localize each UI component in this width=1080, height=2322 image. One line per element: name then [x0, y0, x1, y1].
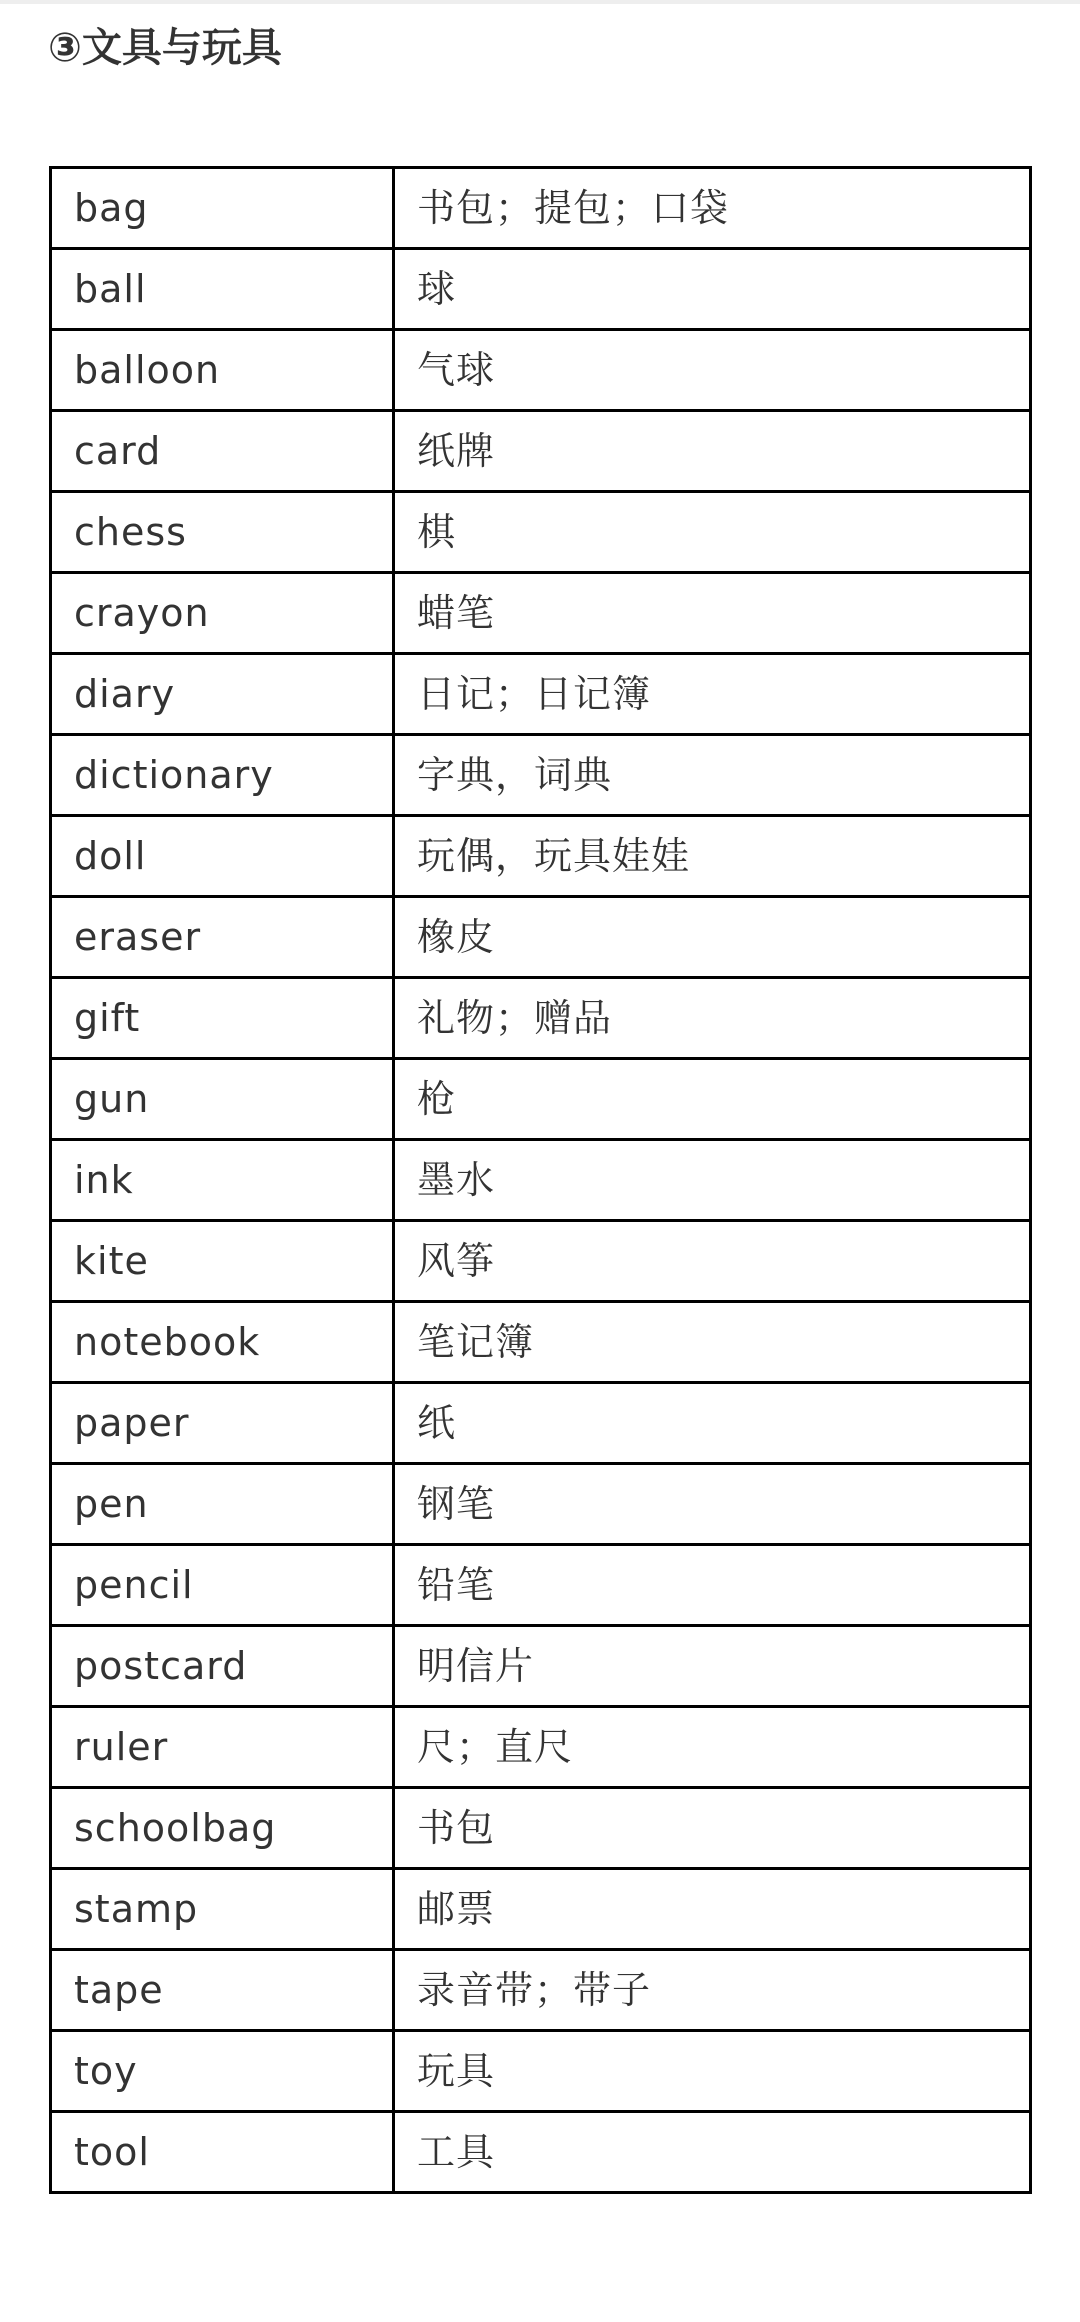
english-word: ball [51, 249, 394, 330]
english-word: ink [51, 1140, 394, 1221]
chinese-meaning: 铅笔 [394, 1545, 1031, 1626]
table-row [51, 330, 1031, 411]
english-word: tool [51, 2112, 394, 2193]
english-word: schoolbag [51, 1788, 394, 1869]
english-word: dictionary [51, 735, 394, 816]
table-row [51, 1626, 1031, 1707]
chinese-meaning: 字典，词典 [394, 735, 1031, 816]
english-word: pen [51, 1464, 394, 1545]
table-row [51, 1464, 1031, 1545]
english-word: doll [51, 816, 394, 897]
table-row [51, 1950, 1031, 2031]
table-row [51, 1383, 1031, 1464]
english-word: crayon [51, 573, 394, 654]
table-row [51, 249, 1031, 330]
chinese-meaning: 日记；日记簿 [394, 654, 1031, 735]
table-row [51, 816, 1031, 897]
chinese-meaning: 墨水 [394, 1140, 1031, 1221]
chinese-meaning: 球 [394, 249, 1031, 330]
top-divider [0, 0, 1080, 4]
chinese-meaning: 礼物；赠品 [394, 978, 1031, 1059]
chinese-meaning: 玩具 [394, 2031, 1031, 2112]
english-word: chess [51, 492, 394, 573]
table-row [51, 1140, 1031, 1221]
table-row [51, 411, 1031, 492]
chinese-meaning: 棋 [394, 492, 1031, 573]
english-word: eraser [51, 897, 394, 978]
chinese-meaning: 录音带；带子 [394, 1950, 1031, 2031]
english-word: ruler [51, 1707, 394, 1788]
english-word: paper [51, 1383, 394, 1464]
chinese-meaning: 书包；提包；口袋 [394, 168, 1031, 249]
section-heading: ③文具与玩具 [48, 25, 282, 71]
english-word: toy [51, 2031, 394, 2112]
chinese-meaning: 枪 [394, 1059, 1031, 1140]
chinese-meaning: 邮票 [394, 1869, 1031, 1950]
english-word: postcard [51, 1626, 394, 1707]
english-word: gift [51, 978, 394, 1059]
vocabulary-table [49, 166, 1032, 2194]
table-row [51, 1221, 1031, 1302]
english-word: diary [51, 654, 394, 735]
table-row [51, 735, 1031, 816]
chinese-meaning: 明信片 [394, 1626, 1031, 1707]
chinese-meaning: 纸 [394, 1383, 1031, 1464]
table-row [51, 978, 1031, 1059]
table-row [51, 573, 1031, 654]
chinese-meaning: 笔记簿 [394, 1302, 1031, 1383]
chinese-meaning: 钢笔 [394, 1464, 1031, 1545]
table-row [51, 1302, 1031, 1383]
chinese-meaning: 玩偶，玩具娃娃 [394, 816, 1031, 897]
english-word: tape [51, 1950, 394, 2031]
english-word: notebook [51, 1302, 394, 1383]
english-word: stamp [51, 1869, 394, 1950]
table-row [51, 1707, 1031, 1788]
table-row [51, 1788, 1031, 1869]
chinese-meaning: 纸牌 [394, 411, 1031, 492]
chinese-meaning: 气球 [394, 330, 1031, 411]
chinese-meaning: 工具 [394, 2112, 1031, 2193]
table-row [51, 897, 1031, 978]
table-row [51, 1545, 1031, 1626]
table-row [51, 1869, 1031, 1950]
table-row [51, 2112, 1031, 2193]
table-row [51, 2031, 1031, 2112]
table-row [51, 168, 1031, 249]
english-word: card [51, 411, 394, 492]
chinese-meaning: 橡皮 [394, 897, 1031, 978]
chinese-meaning: 蜡笔 [394, 573, 1031, 654]
table-row [51, 492, 1031, 573]
chinese-meaning: 风筝 [394, 1221, 1031, 1302]
english-word: pencil [51, 1545, 394, 1626]
table-row [51, 654, 1031, 735]
chinese-meaning: 书包 [394, 1788, 1031, 1869]
english-word: kite [51, 1221, 394, 1302]
english-word: balloon [51, 330, 394, 411]
table-row [51, 1059, 1031, 1140]
english-word: bag [51, 168, 394, 249]
english-word: gun [51, 1059, 394, 1140]
chinese-meaning: 尺；直尺 [394, 1707, 1031, 1788]
